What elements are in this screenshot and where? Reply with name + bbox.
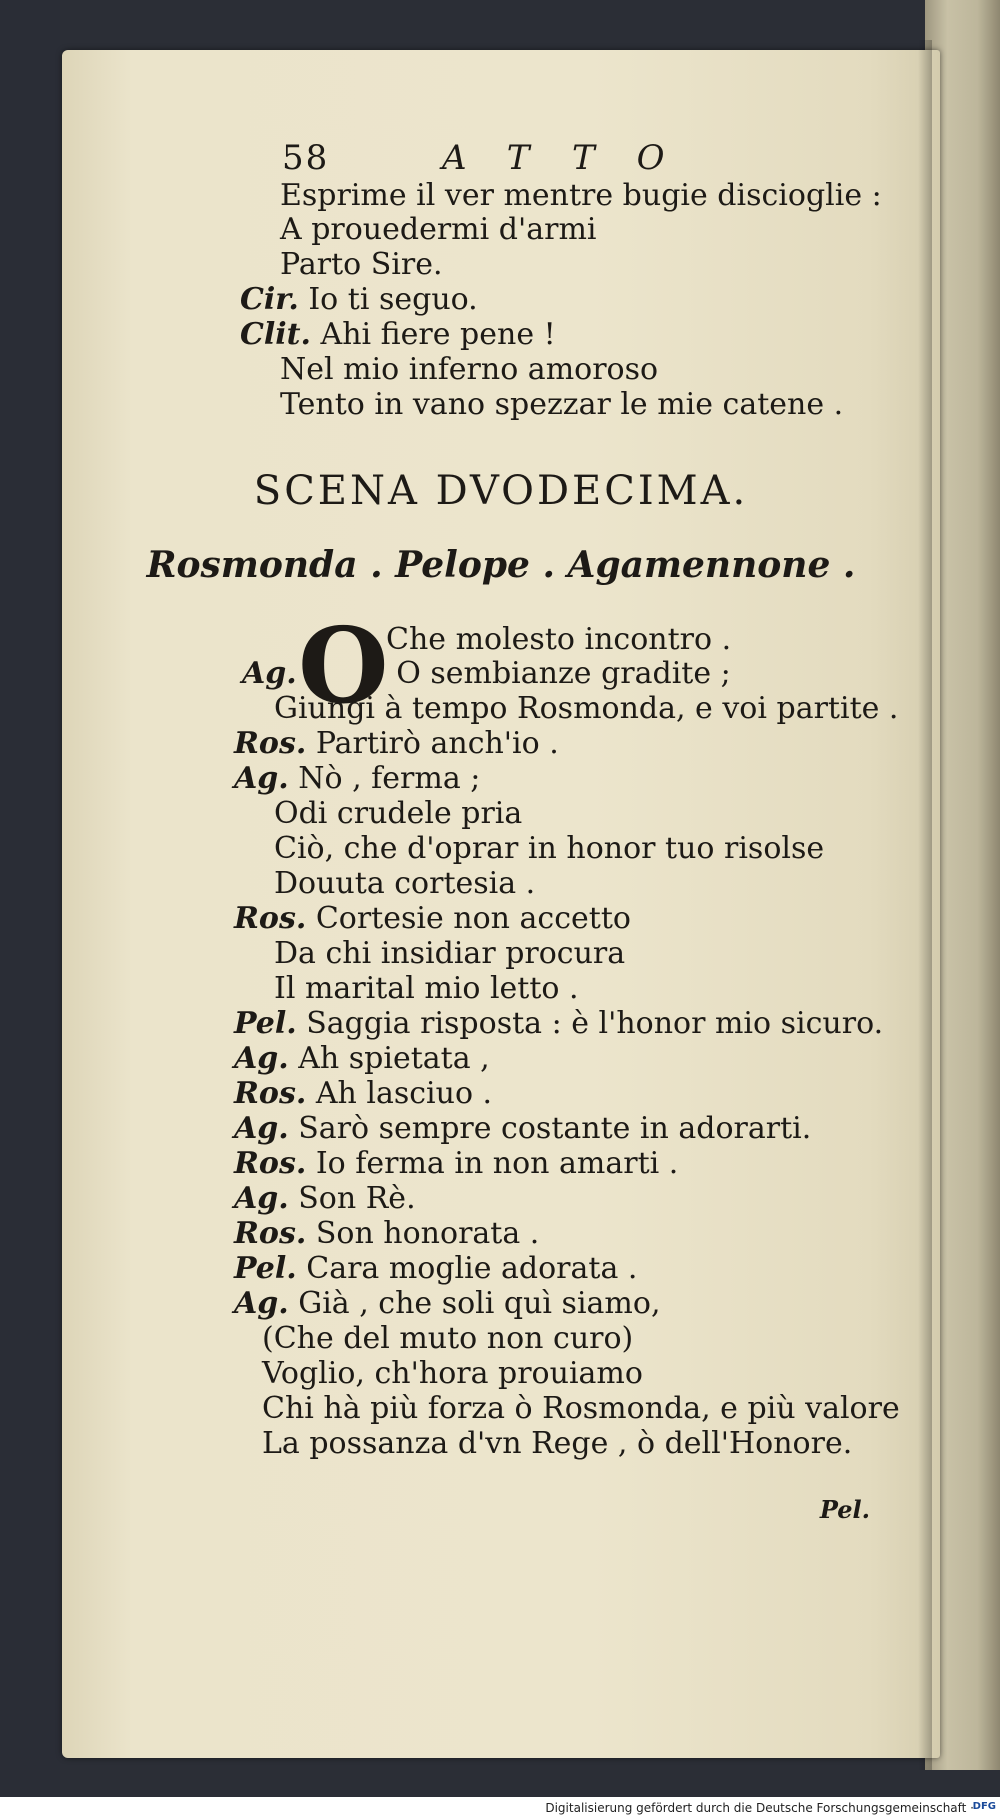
verse-line xyxy=(234,901,631,937)
verse-line xyxy=(234,1216,539,1252)
verse-text: Da chi insidiar procura xyxy=(274,936,626,971)
verse-line xyxy=(262,1356,643,1392)
footer-credit: Digitalisierung gefördert durch die Deutsche Forschungsgemeinschaft · xyxy=(545,1801,974,1815)
verse-text: Ahi fiere pene ! xyxy=(320,317,556,352)
verse-text: Giungi à tempo Rosmonda, e voi partite . xyxy=(274,691,899,726)
verse-line xyxy=(274,831,824,867)
verse-line xyxy=(274,691,898,727)
verse-line xyxy=(386,622,731,658)
verse-line xyxy=(234,1286,660,1322)
verse-text: Cara moglie adorata . xyxy=(306,1251,638,1286)
verse-text: Ah lasciuo . xyxy=(315,1076,493,1111)
verse-text: Son honorata . xyxy=(315,1216,540,1251)
verse-text: Cortesie non accetto xyxy=(315,901,631,936)
verse-line xyxy=(234,1146,678,1182)
background-left xyxy=(0,0,60,1819)
verse-line xyxy=(274,866,535,902)
verse-line xyxy=(234,1181,416,1217)
verse-text: Parto Sire. xyxy=(280,247,443,282)
verse-line xyxy=(274,936,625,972)
running-title: ATTO xyxy=(442,138,707,178)
verse-text: O sembianze gradite ; xyxy=(396,656,731,691)
verse-text: Nel mio inferno amoroso xyxy=(280,352,659,387)
speaker: Ag. xyxy=(234,1041,289,1076)
speaker: Ag. xyxy=(234,1181,289,1216)
verse-line xyxy=(280,387,843,423)
speaker: Ag. xyxy=(242,656,297,691)
verse-line xyxy=(274,796,522,832)
verse-line xyxy=(240,282,478,318)
verse-text: Odi crudele pria xyxy=(274,796,523,831)
verse-line xyxy=(240,317,556,353)
speaker: Clit. xyxy=(240,317,311,352)
speaker: Ros. xyxy=(234,1076,307,1111)
speaker: Ros. xyxy=(234,726,307,761)
footer-bar xyxy=(0,1797,1000,1819)
speaker: Cir. xyxy=(240,282,299,317)
speaker: Ros. xyxy=(234,1146,307,1181)
verse-line xyxy=(234,1041,490,1077)
verse-text: Io ferma in non amarti . xyxy=(315,1146,679,1181)
verse-line xyxy=(234,1076,492,1112)
verse-text: Saggia risposta : è l'honor mio sicuro. xyxy=(306,1006,884,1041)
verse-line xyxy=(234,1251,637,1287)
verse-text: La possanza d'vn Rege , ò dell'Honore. xyxy=(262,1426,853,1461)
verse-line xyxy=(242,656,731,692)
speaker: Ag. xyxy=(234,1286,289,1321)
verse-text: A prouedermi d'armi xyxy=(280,212,597,247)
verse-line xyxy=(280,178,882,214)
verse-text: Esprime il ver mentre bugie discioglie : xyxy=(280,178,882,213)
verse-line xyxy=(234,761,480,797)
verse-text: Son Rè. xyxy=(298,1181,416,1216)
page-number: 58 xyxy=(282,138,330,178)
speaker: Pel. xyxy=(234,1251,297,1286)
verse-text: Nò , ferma ; xyxy=(298,761,481,796)
verse-line xyxy=(234,726,559,762)
verse-text: Già , che soli quì siamo, xyxy=(298,1286,661,1321)
verse-text: Douuta cortesia . xyxy=(274,866,536,901)
speaker: Ag. xyxy=(234,1111,289,1146)
verse-line xyxy=(262,1321,633,1357)
character-list: Rosmonda . Pelope . Agamennone . xyxy=(146,544,856,586)
verse-text: Sarò sempre costante in adorarti. xyxy=(298,1111,812,1146)
speaker: Ros. xyxy=(234,901,307,936)
scene-title: SCENA DVODECIMA. xyxy=(253,468,749,514)
verse-text: Voglio, ch'hora prouiamo xyxy=(262,1356,643,1391)
verse-text: Partirò anch'io . xyxy=(315,726,559,761)
speaker: Ros. xyxy=(234,1216,307,1251)
verse-text: Il marital mio letto . xyxy=(274,971,579,1006)
verse-line xyxy=(234,1111,811,1147)
verse-line xyxy=(262,1391,900,1427)
verse-text: Chi hà più forza ò Rosmonda, e più valore xyxy=(262,1391,900,1426)
verse-line xyxy=(274,971,579,1007)
speaker: Ag. xyxy=(234,761,289,796)
verse-text: Tento in vano spezzar le mie catene . xyxy=(280,387,844,422)
verse-text: Ciò, che d'oprar in honor tuo risolse xyxy=(274,831,825,866)
verse-text: Che molesto incontro . xyxy=(386,622,732,657)
catchword: Pel. xyxy=(819,1495,870,1524)
running-header xyxy=(282,138,782,182)
verse-text: Io ti seguo. xyxy=(308,282,478,317)
verse-line xyxy=(280,212,596,248)
verse-text: (Che del muto non curo) xyxy=(262,1321,634,1356)
verse-line xyxy=(280,247,443,283)
verse-line xyxy=(262,1426,852,1462)
dfg-logo: DFG xyxy=(972,1801,996,1812)
verse-text: Ah spietata , xyxy=(298,1041,490,1076)
verse-line xyxy=(280,352,658,388)
speaker: Pel. xyxy=(234,1006,297,1041)
verse-line xyxy=(234,1006,883,1042)
page-text xyxy=(62,50,940,1758)
drop-cap: O xyxy=(298,604,389,727)
